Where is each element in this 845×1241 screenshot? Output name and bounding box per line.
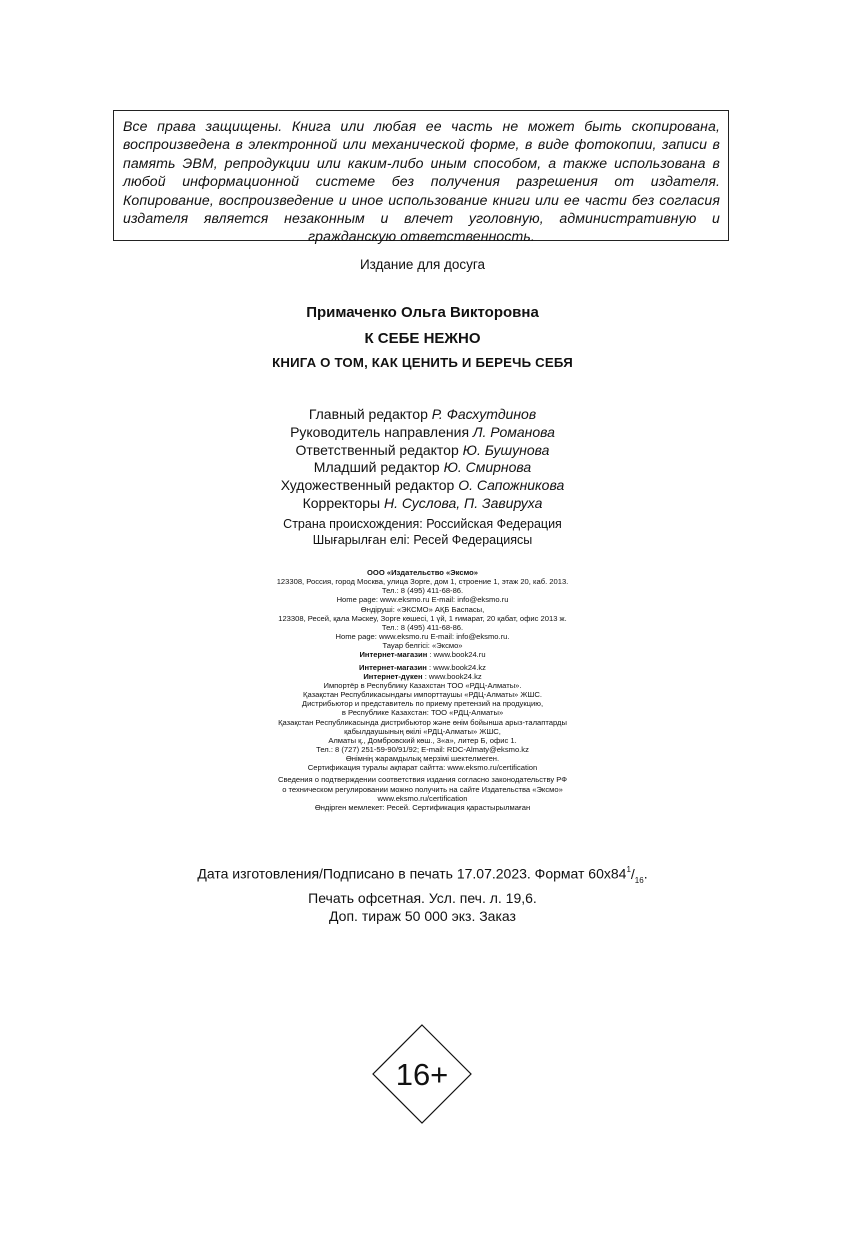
shop-url: : www.book24.kz: [422, 671, 482, 681]
credit-role: Главный редактор: [308, 406, 432, 422]
print-date-format: [0, 862, 845, 889]
imprint-line: қабылдаушының өкілі «РДЦ-Алматы» ЖШС,: [344, 726, 501, 736]
online-shop-kz: [0, 663, 845, 672]
format-fraction: $^1/_{16}$: [626, 865, 644, 885]
imprint-line: Тауар белгісі: «Эксмо»: [382, 641, 463, 651]
credit-row: [0, 459, 845, 477]
imprint-line: 123308, Ресей, қала Мәскеу, Зорге көшесі, 1 үй, 1 ғимарат, 20 қабат, офис 2013 ж.: [278, 613, 567, 623]
author-name: Примаченко Ольга Викторовна: [306, 304, 539, 321]
shop-label: Интернет-магазин: [359, 662, 427, 672]
imprint-line: Қазақстан Республикасындағы импорттаушы «РДЦ-Алматы» ЖШС.: [303, 690, 542, 700]
imprint-line: Импортёр в Республику Казахстан ТОО «РДЦ-Алматы».: [323, 680, 522, 690]
imprint-line: 123308, Россия, город Москва, улица Зорге, дом 1, строение 1, этаж 20, каб. 2013.: [276, 577, 569, 587]
credit-person: О. Сапожникова: [458, 477, 565, 494]
credit-person: Л. Романова: [472, 423, 555, 440]
imprint-line: Өндірген мемлекет: Ресей. Сертификация қарастырылмаған: [314, 802, 531, 812]
book-subtitle: КНИГА О ТОМ, КАК ЦЕНИТЬ И БЕРЕЧЬ СЕБЯ: [272, 355, 573, 370]
diamond-frame-icon: [372, 1024, 472, 1124]
credit-person: Ю. Смирнова: [443, 459, 532, 476]
copyright-notice-text: Все права защищены. Книга или любая ее часть не может быть скопирована, воспроизведена в электронной или механической форме, в виде фотокопии, записи в память ЭВМ, репродукции или каким-либо иным способом, а также использована в любой информационной системе без получения разрешения от издателя. Копирование, воспроизведение и иное использование книги или ее части без согласия издателя является незаконным и влечет уголовную, административную и гражданскую ответственность.: [123, 118, 720, 245]
country-of-origin: [0, 516, 845, 548]
edition-type: Издание для досуга: [359, 257, 486, 272]
imprint-line: Дистрибьютор и представитель по приему претензий на продукцию,: [301, 699, 544, 709]
print-type: Печать офсетная. Усл. печ. л. 19,6.: [308, 890, 537, 907]
age-rating-badge: [372, 1024, 472, 1124]
publisher-name: ООО «Издательство «Эксмо»: [367, 568, 478, 577]
print-date-suffix: .: [643, 865, 648, 882]
credit-role: Корректоры: [302, 494, 384, 511]
age-rating-text: 16+: [395, 1057, 449, 1092]
imprint-line: Қазақстан Республикасында дистрибьютор және өнім бойынша арыз-талаптарды: [278, 717, 567, 727]
imprint-line: Тел.: 8 (727) 251-59-90/91/92; E-mail: RDC-Almaty@eksmo.kz: [316, 744, 529, 754]
imprint-line: Home page: www.eksmo.ru E-mail: info@eksmo.ru: [336, 595, 509, 605]
shop-label: Интернет-дүкен: [363, 671, 423, 681]
imprint-line: о техническом регулировании можно получить на сайте Издательства «Эксмо»: [282, 784, 563, 794]
credit-row: [0, 406, 845, 424]
shop-url: : www.book24.kz: [426, 662, 486, 672]
imprint-line: Өндіруші: «ЭКСМО» АҚБ Баспасы,: [360, 604, 485, 614]
credit-row: [0, 442, 845, 460]
imprint-line: Тел.: 8 (495) 411-68-86.: [381, 622, 464, 632]
shop-label: Интернет-магазин: [359, 650, 428, 660]
editorial-credits: [0, 406, 845, 513]
print-details: [0, 862, 845, 925]
book-title: К СЕБЕ НЕЖНО: [364, 330, 481, 347]
credit-role: Художественный редактор: [280, 477, 459, 494]
credit-role: Младший редактор: [313, 459, 444, 476]
imprint-line: Home page: www.eksmo.ru E-mail: info@eksmo.ru.: [335, 632, 510, 642]
credit-person: Ю. Бушунова: [462, 441, 550, 458]
imprint-line: Алматы қ., Домбровский көш., 3«а», литер Б, офис 1.: [328, 735, 517, 745]
format-numerator: 1: [626, 865, 631, 874]
imprint-line: Тел.: 8 (495) 411-68-86.: [381, 586, 464, 596]
online-shop-ru: [0, 650, 845, 659]
online-shop-kk: [0, 672, 845, 681]
imprint-line: в Республике Казахстан: ТОО «РДЦ-Алматы»: [341, 708, 504, 718]
credit-person: Р. Фасхутдинов: [431, 406, 537, 422]
publisher-imprint: [0, 568, 845, 812]
imprint-line: Өнімнің жарамдылық мерзімі шектелмеген.: [345, 754, 500, 764]
credit-row: [0, 477, 845, 495]
credit-role: Ответственный редактор: [295, 441, 463, 458]
imprint-line: Сертификация туралы ақпарат сайтта: www.eksmo.ru/certification: [307, 763, 538, 773]
credit-person: Н. Суслова, П. Завируха: [383, 494, 543, 511]
credit-row: [0, 424, 845, 442]
print-date-text: Дата изготовления/Подписано в печать 17.07.2023. Формат 60x84: [197, 865, 627, 882]
copyright-notice-box: [113, 110, 729, 245]
print-run: Доп. тираж 50 000 экз. Заказ: [329, 908, 516, 925]
shop-url: : www.book24.ru: [427, 650, 486, 660]
imprint-line: www.eksmo.ru/certification: [377, 793, 468, 803]
credit-row: [0, 495, 845, 513]
origin-line-ru: Страна происхождения: Российская Федерация: [283, 517, 562, 531]
imprint-line: Сведения о подтверждении соответствия издания согласно законодательству РФ: [277, 775, 568, 785]
format-denominator: 16: [634, 875, 644, 885]
credit-role: Руководитель направления: [290, 423, 473, 440]
origin-line-kk: Шығарылған елі: Ресей Федерациясы: [312, 533, 533, 547]
